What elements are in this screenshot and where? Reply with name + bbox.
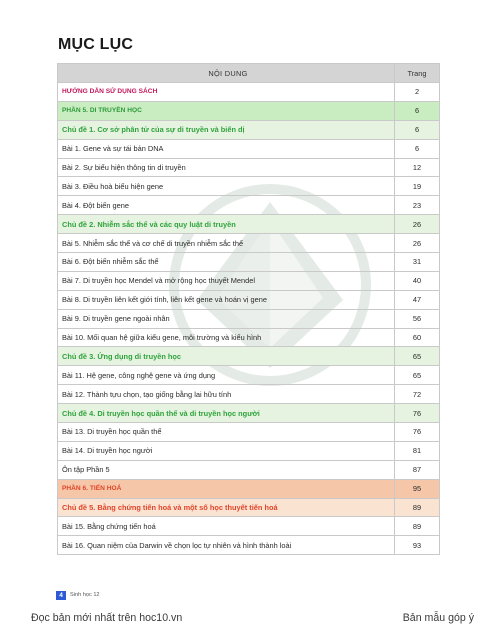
toc-row [58,460,440,479]
toc-entry-page: 76 [395,423,440,442]
toc-entry-page: 87 [395,460,440,479]
footer-book-name: Sinh học 12 [70,592,100,598]
toc-entry-title: Bài 14. Di truyền học người [58,441,395,460]
toc-entry-page: 12 [395,158,440,177]
toc-row [58,309,440,328]
page-title: MỤC LỤC [58,36,134,53]
toc-row [58,271,440,290]
toc-entry-page: 76 [395,404,440,423]
toc-row [58,120,440,139]
toc-entry-page: 60 [395,328,440,347]
toc-entry-title: Bài 6. Đột biến nhiễm sắc thể [58,253,395,272]
toc-entry-title: Bài 3. Điều hoà biểu hiện gene [58,177,395,196]
toc-entry-page: 19 [395,177,440,196]
toc-row [58,479,440,498]
footer-page-number: 4 [56,591,66,600]
toc-row [58,101,440,120]
toc-row [58,517,440,536]
toc-entry-page: 31 [395,253,440,272]
toc-row [58,234,440,253]
toc-entry-page: 72 [395,385,440,404]
toc-entry-page: 23 [395,196,440,215]
toc-entry-title: Bài 12. Thành tựu chọn, tạo giống bằng lai hữu tính [58,385,395,404]
toc-row [58,328,440,347]
toc-entry-page: 81 [395,441,440,460]
toc-entry-title: Bài 11. Hệ gene, công nghệ gene và ứng dụng [58,366,395,385]
table-of-contents [57,63,440,555]
toc-entry-title: Bài 8. Di truyền liên kết giới tính, liên kết gene và hoán vị gene [58,290,395,309]
toc-entry-title: PHẦN 5. DI TRUYỀN HỌC [58,101,395,120]
toc-entry-title: Chủ đề 3. Ứng dụng di truyền học [58,347,395,366]
toc-row [58,441,440,460]
read-latest-link[interactable]: Đọc bản mới nhất trên hoc10.vn [31,612,183,624]
toc-entry-page: 89 [395,498,440,517]
header-content: NỘI DUNG [58,64,395,83]
toc-entry-page: 26 [395,234,440,253]
toc-entry-page: 26 [395,215,440,234]
toc-entry-title: PHẦN 6. TIẾN HOÁ [58,479,395,498]
toc-entry-title: Bài 5. Nhiễm sắc thể và cơ chế di truyền nhiễm sắc thể [58,234,395,253]
toc-row [58,404,440,423]
table-header-row [58,64,440,83]
toc-entry-page: 89 [395,517,440,536]
toc-entry-page: 95 [395,479,440,498]
toc-entry-title: Chủ đề 5. Bằng chứng tiến hoá và một số học thuyết tiến hoá [58,498,395,517]
toc-entry-page: 65 [395,366,440,385]
toc-entry-page: 93 [395,536,440,555]
toc-entry-page: 6 [395,120,440,139]
toc-entry-page: 56 [395,309,440,328]
toc-body [58,83,440,555]
toc-row [58,498,440,517]
toc-entry-page: 65 [395,347,440,366]
toc-entry-title: Bài 4. Đột biến gene [58,196,395,215]
toc-row [58,215,440,234]
toc-row [58,139,440,158]
toc-row [58,196,440,215]
toc-row [58,83,440,102]
toc-row [58,253,440,272]
toc-entry-page: 47 [395,290,440,309]
toc-entry-page: 40 [395,271,440,290]
toc-entry-page: 2 [395,83,440,102]
toc-entry-title: Bài 13. Di truyền học quần thể [58,423,395,442]
toc-entry-title: Bài 15. Bằng chứng tiến hoá [58,517,395,536]
toc-row [58,385,440,404]
toc-entry-title: Chủ đề 4. Di truyền học quần thể và di truyền học người [58,404,395,423]
toc-row [58,158,440,177]
toc-entry-title: Bài 10. Mối quan hệ giữa kiểu gene, môi trường và kiểu hình [58,328,395,347]
toc-row [58,366,440,385]
toc-entry-title: Bài 2. Sự biểu hiện thông tin di truyền [58,158,395,177]
toc-entry-title: Ôn tập Phần 5 [58,460,395,479]
header-page: Trang [395,64,440,83]
toc-row [58,177,440,196]
toc-row [58,290,440,309]
toc-row [58,347,440,366]
toc-entry-title: Chủ đề 2. Nhiễm sắc thể và các quy luật di truyền [58,215,395,234]
toc-entry-title: Bài 16. Quan niệm của Darwin về chọn lọc tự nhiên và hình thành loài [58,536,395,555]
toc-entry-page: 6 [395,139,440,158]
toc-row [58,423,440,442]
toc-entry-title: Bài 9. Di truyền gene ngoài nhân [58,309,395,328]
toc-entry-page: 6 [395,101,440,120]
toc-entry-title: Bài 7. Di truyền học Mendel và mở rộng học thuyết Mendel [58,271,395,290]
toc-entry-title: Bài 1. Gene và sự tái bản DNA [58,139,395,158]
toc-row [58,536,440,555]
sample-feedback-label: Bản mẫu góp ý [402,612,474,624]
toc-entry-title: Chủ đề 1. Cơ sở phân tử của sự di truyền và biến dị [58,120,395,139]
toc-entry-title: HƯỚNG DẪN SỬ DỤNG SÁCH [58,83,395,102]
